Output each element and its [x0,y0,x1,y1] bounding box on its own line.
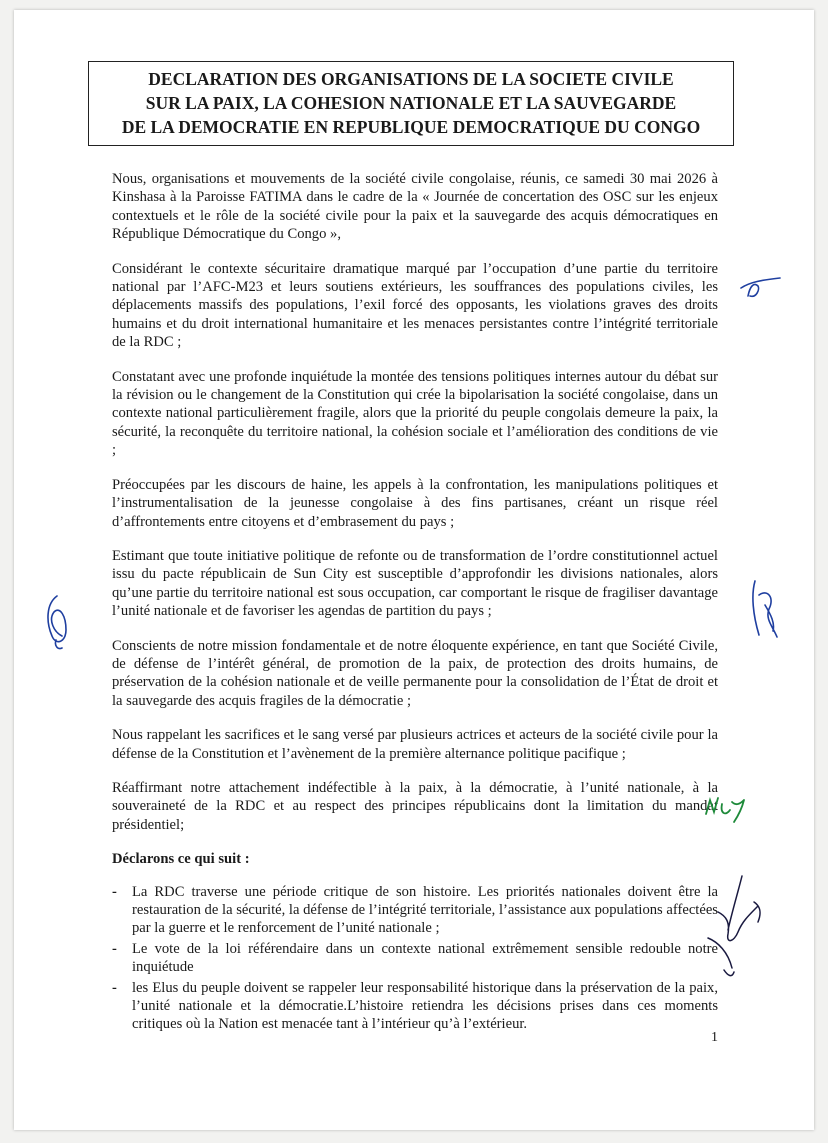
declaration-item [112,940,718,977]
initials-signature-2 [745,575,785,645]
initials-signature-3 [40,592,74,652]
document-body [112,170,718,1036]
declaration-item [112,883,718,938]
page-number: 1 [711,1030,718,1045]
paragraph-considerant: Considérant le contexte sécuritaire dramatique marqué par l’occupation d’une partie du territoire national par l’AFC-M23 et leurs soutiens extérieurs, les souffrances des populations civiles, les déplacements massifs des populations, l’exil forcé des opposants, les violations graves des droits humains et du droit international humanitaire et les menaces persistantes contre l’intégrité territoriale de la RDC ; [112,260,718,351]
initials-signature-4 [702,790,756,826]
declaration-item-text: La RDC traverse une période critique de son histoire. Les priorités nationales doivent être la restauration de la sécurité, la défense de l’intégrité territoriale, l’assistance aux populations affectées par la guerre et le renforcement de l’unité nationale ; [132,883,718,937]
declaration-item [112,979,718,1034]
paragraph-reaffirmant: Réaffirmant notre attachement indéfectible à la paix, à la démocratie, à l’unité nationale, à la souveraineté de la RDC et au respect des principes républicains dont la limitation du mandat présidentiel; [112,779,718,833]
paragraph-constatant: Constatant avec une profonde inquiétude la montée des tensions politiques internes autour du débat sur la révision ou le changement de la Constitution qui crée la bipolarisation la société congolaise, dans un contexte national particulièrement fragile, alors que la priorité du peuple congolais demeure la paix, la sécurité, la reconquête du territoire national, la cohésion sociale et l’amélioration des conditions de vie ; [112,368,718,459]
declaration-item-text: les Elus du peuple doivent se rappeler leur responsabilité historique dans la préservation de la paix, l’unité nationale et la démocratie.L’histoire retiendra les décisions prises dans ces moments critiques où la Nation est menacée tant à l’intérieur qu’à l’extérieur. [132,979,718,1033]
paragraph-intro: Nous, organisations et mouvements de la société civile congolaise, réunis, ce samedi 30 mai 2026 à Kinshasa à la Paroisse FATIMA dans le cadre de la « Journée de concertation des OSC sur les enjeux contextuels et le rôle de la société civile pour la paix et la sauvegarde des acquis démocratiques en République Démocratique du Congo », [112,171,718,243]
bullet-dash: - [112,940,117,957]
paragraph-estimant: Estimant que toute initiative politique de refonte ou de transformation de l’ordre constitutionnel actuel issu du pacte républicain de Sun City est susceptible d’approfondir les divisions nationales, alors qu’une partie du territoire national est sous occupation, car comportant le risque de fragiliser davantage l’unité nationale et de favoriser les agendas de partition du pays ; [112,547,718,620]
title-line-3: DE LA DEMOCRATIE EN REPUBLIQUE DEMOCRATIQUE DU CONGO [121,117,701,137]
declare-heading: Déclarons ce qui suit : [112,851,250,868]
initials-signature-1 [736,270,786,304]
declaration-list [112,883,718,1034]
initials-signature-5 [698,872,768,982]
declaration-item-text: Le vote de la loi référendaire dans un contexte national extrêmement sensible redouble notre inquiétude [132,940,718,976]
bullet-dash: - [112,979,117,996]
title-line-1: DECLARATION DES ORGANISATIONS DE LA SOCIETE CIVILE [148,69,674,89]
title-line-2: SUR LA PAIX, LA COHESION NATIONALE ET LA SAUVEGARDE [145,93,677,113]
document-title-box [88,61,734,146]
paragraph-conscients: Conscients de notre mission fondamentale et de notre éloquente expérience, en tant que Société Civile, de défense de l’intérêt général, de promotion de la paix, de protection des droits humains, de préservation de la cohésion nationale et de veille permanente pour la consolidation de l’État de droit et la sauvegarde des acquis fragiles de la démocratie ; [112,637,718,709]
paragraph-preoccupees: Préoccupées par les discours de haine, les appels à la confrontation, les manipulations politiques et l’instrumentalisation de la jeunesse congolaise à des fins partisanes, créant un risque réel d’affrontements entre citoyens et d’embrasement du pays ; [112,476,718,530]
bullet-dash: - [112,883,117,900]
paragraph-rappelant: Nous rappelant les sacrifices et le sang versé par plusieurs actrices et acteurs de la société civile pour la défense de la Constitution et l’avènement de la première alternance politique pacifique ; [112,727,718,762]
